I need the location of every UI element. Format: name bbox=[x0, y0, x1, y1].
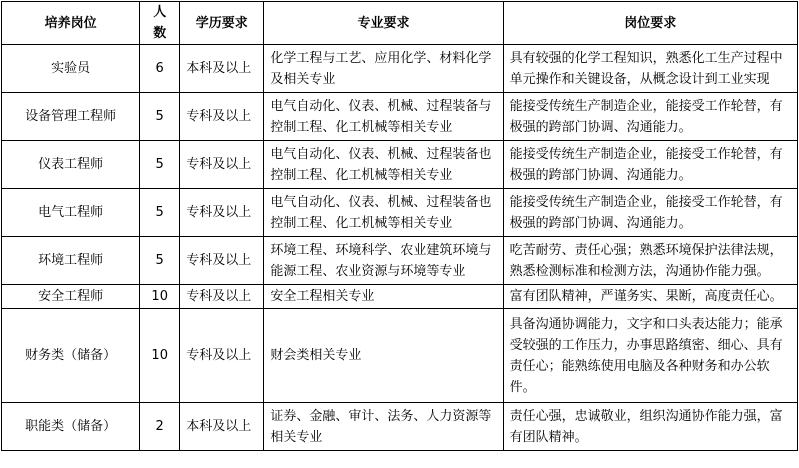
header-job: 岗位要求 bbox=[503, 2, 797, 45]
cell-job: 能接受传统生产制造企业，能接受工作轮替，有极强的跨部门协调、沟通能力。 bbox=[503, 93, 797, 141]
table-row bbox=[2, 285, 798, 309]
header-position: 培养岗位 bbox=[2, 2, 140, 45]
table-row bbox=[2, 237, 798, 285]
cell-major: 财会类相关专业 bbox=[264, 309, 503, 403]
cell-education: 专科及以上 bbox=[180, 285, 264, 309]
cell-position: 财务类（储备） bbox=[2, 309, 140, 403]
cell-education: 专科及以上 bbox=[180, 309, 264, 403]
cell-job: 具有较强的化学工程知识，熟悉化工生产过程中单元操作和关键设备，从概念设计到工业实现 bbox=[503, 45, 797, 93]
cell-job: 具备沟通协调能力，文字和口头表达能力；能承受较强的工作压力，办事思路缜密、细心、具有责任心；能熟练使用电脑及各种财务和办公软件。 bbox=[503, 309, 797, 403]
cell-major: 电气自动化、仪表、机械、过程装备与控制工程、化工机械等相关专业 bbox=[264, 93, 503, 141]
table-row bbox=[2, 309, 798, 403]
table-row bbox=[2, 45, 798, 93]
cell-major: 化学工程与工艺、应用化学、材料化学及相关专业 bbox=[264, 45, 503, 93]
cell-count: 2 bbox=[140, 403, 180, 451]
cell-major: 环境工程、环境科学、农业建筑环境与能源工程、农业资源与环境等专业 bbox=[264, 237, 503, 285]
cell-job: 能接受传统生产制造企业，能接受工作轮替，有极强的跨部门协调、沟通能力。 bbox=[503, 189, 797, 237]
cell-count: 5 bbox=[140, 237, 180, 285]
cell-education: 专科及以上 bbox=[180, 237, 264, 285]
cell-job: 富有团队精神，严谨务实、果断，高度责任心。 bbox=[503, 285, 797, 309]
cell-position: 电气工程师 bbox=[2, 189, 140, 237]
table-row bbox=[2, 189, 798, 237]
cell-position: 职能类（储备） bbox=[2, 403, 140, 451]
cell-major: 安全工程相关专业 bbox=[264, 285, 503, 309]
recruitment-table bbox=[1, 1, 798, 451]
table-header-row bbox=[2, 2, 798, 45]
cell-education: 专科及以上 bbox=[180, 141, 264, 189]
header-major: 专业要求 bbox=[264, 2, 503, 45]
cell-job: 能接受传统生产制造企业，能接受工作轮替，有极强的跨部门协调、沟通能力。 bbox=[503, 141, 797, 189]
cell-count: 10 bbox=[140, 309, 180, 403]
cell-job: 责任心强，忠诚敬业，组织沟通协作能力强，富有团队精神。 bbox=[503, 403, 797, 451]
cell-position: 实验员 bbox=[2, 45, 140, 93]
table-row bbox=[2, 403, 798, 451]
cell-education: 专科及以上 bbox=[180, 93, 264, 141]
cell-count: 5 bbox=[140, 189, 180, 237]
cell-education: 专科及以上 bbox=[180, 189, 264, 237]
header-count: 人数 bbox=[140, 2, 180, 45]
cell-education: 本科及以上 bbox=[180, 45, 264, 93]
cell-position: 仪表工程师 bbox=[2, 141, 140, 189]
cell-position: 安全工程师 bbox=[2, 285, 140, 309]
table-row bbox=[2, 141, 798, 189]
header-education: 学历要求 bbox=[180, 2, 264, 45]
cell-major: 证券、金融、审计、法务、人力资源等相关专业 bbox=[264, 403, 503, 451]
cell-major: 电气自动化、仪表、机械、过程装备也控制工程、化工机械等相关专业 bbox=[264, 141, 503, 189]
cell-education: 本科及以上 bbox=[180, 403, 264, 451]
cell-position: 设备管理工程师 bbox=[2, 93, 140, 141]
cell-position: 环境工程师 bbox=[2, 237, 140, 285]
cell-count: 10 bbox=[140, 285, 180, 309]
cell-job: 吃苦耐劳、责任心强；熟悉环境保护法律法规，熟悉检测标准和检测方法，沟通协作能力强。 bbox=[503, 237, 797, 285]
cell-major: 电气自动化、仪表、机械、过程装备也控制工程、化工机械等相关专业 bbox=[264, 189, 503, 237]
table-row bbox=[2, 93, 798, 141]
cell-count: 6 bbox=[140, 45, 180, 93]
cell-count: 5 bbox=[140, 93, 180, 141]
cell-count: 5 bbox=[140, 141, 180, 189]
